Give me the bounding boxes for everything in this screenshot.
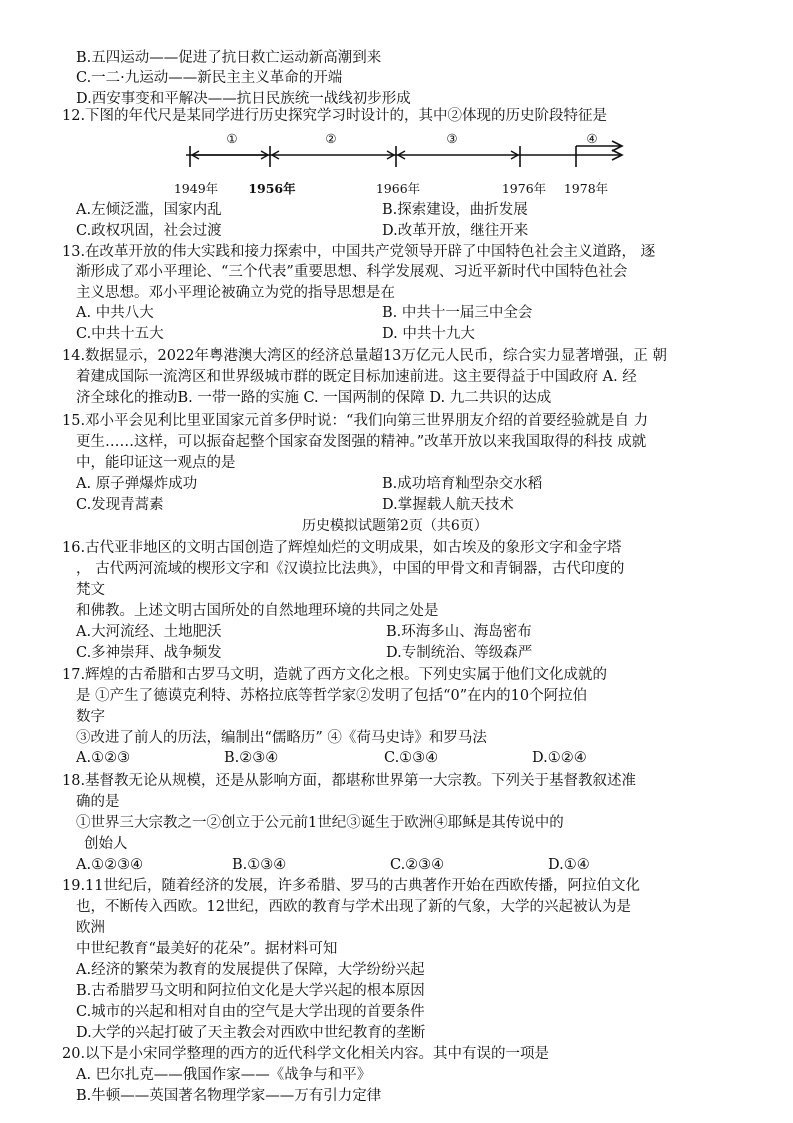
- q13-option-d: D. 中共十九大: [382, 326, 475, 342]
- q15-option-b: B.成功培育籼型杂交水稻: [382, 476, 543, 492]
- q18-line-2: 确的是: [76, 794, 120, 810]
- q12-option-d: D.改革开放，继往开来: [382, 223, 529, 239]
- q16-line-4: 和佛教。上述文明古国所处的自然地理环境的共同之处是: [76, 603, 439, 619]
- q19-line-3: 欧洲: [76, 920, 105, 936]
- q17-option-b: B.②③④: [224, 750, 279, 766]
- q11-option-b: B.五四运动——促进了抗日救亡运动新高潮到来: [76, 50, 382, 66]
- page-footer: 历史模拟试题第2页（共6页）: [302, 518, 488, 534]
- q18-option-d: D.①④: [548, 857, 590, 873]
- q20-option-a: A. 巴尔扎克——俄国作家——《战争与和平》: [76, 1067, 372, 1083]
- q13-line-2: 渐形成了邓小平理论、“三个代表”重要思想、科学发展观、习近平新时代中国特色社会: [76, 264, 628, 280]
- year-label-1976: 1976年: [501, 181, 547, 196]
- q19-option-c: C.城市的兴起和相对自由的空气是大学出现的首要条件: [76, 1004, 425, 1020]
- q17-line-3: 数字: [76, 709, 105, 725]
- q15-line-1: 15.邓小平会见利比里亚国家元首多伊时说：“我们向第三世界朋友介绍的首要经验就是自 力: [62, 413, 649, 429]
- q13-option-c: C.中共十五大: [76, 326, 164, 342]
- q16-option-b: B.环海多山、海岛密布: [386, 624, 532, 640]
- q19-line-4: 中世纪教育“最美好的花朵”。据材料可知: [76, 941, 338, 957]
- q18-option-a: A.①②③④: [76, 857, 144, 873]
- q15-option-c: C.发现青蒿素: [76, 497, 164, 513]
- q17-line-1: 17.辉煌的古希腊和古罗马文明，造就了西方文化之根。下列史实属于他们文化成就的: [62, 667, 608, 683]
- year-label-1978: 1978年: [563, 181, 609, 196]
- q18-line-1: 18.基督教无论从规模，还是从影响方面，都堪称世界第一大宗教。下列关于基督教叙述准: [62, 773, 637, 789]
- q14-line-3: 济全球化的推动B. 一带一路的实施 C. 一国两制的保障 D. 九二共识的达成: [76, 390, 552, 406]
- year-label-1956: 1956年: [248, 181, 296, 196]
- q13-option-b: B. 中共十一届三中全会: [382, 305, 533, 321]
- q12-option-b: B.探索建设，曲折发展: [382, 202, 528, 218]
- q18-option-b: B.①③④: [232, 857, 287, 873]
- q13-line-1: 13.在改革开放的伟大实践和接力探索中，中国共产党领导开辟了中国特色社会主义道路， 逐: [62, 244, 656, 260]
- q12-option-c: C.政权巩固，社会过渡: [76, 223, 222, 239]
- q19-option-a: A.经济的繁荣为教育的发展提供了保障，大学纷纷兴起: [76, 962, 425, 978]
- q15-option-a: A. 原子弹爆炸成功: [76, 476, 198, 492]
- segment-label-2: ②: [325, 131, 337, 146]
- q11-option-d: D.西安事变和平解决——抗日民族统一战线初步形成: [76, 91, 411, 107]
- segment-label-4: ④: [586, 131, 598, 146]
- q14-line-2: 着建成国际一流湾区和世界级城市群的既定目标加速前进。这主要得益于中国政府 A. 经: [76, 369, 637, 385]
- year-label-1966: 1966年: [375, 181, 421, 196]
- q16-line-3: 梵文: [76, 582, 105, 598]
- segment-label-3: ③: [446, 131, 458, 146]
- q19-option-b: B.古希腊罗马文明和阿拉伯文化是大学兴起的根本原因: [76, 983, 425, 999]
- q16-option-d: D.专制统治、等级森严: [386, 645, 533, 661]
- q17-line-4: ③改进了前人的历法，编制出“儒略历” ④《荷马史诗》和罗马法: [76, 730, 487, 746]
- segment-label-1: ①: [226, 131, 238, 146]
- q12-option-a: A.左倾泛滥，国家内乱: [76, 202, 222, 218]
- q16-option-c: C.多神崇拜、战争频发: [76, 645, 222, 661]
- q19-line-1: 19.11世纪后，随着经济的发展，许多希腊、罗马的古典著作开始在西欧传播，阿拉伯文化: [62, 878, 641, 894]
- q15-line-3: 中，能印证这一观点的是: [76, 455, 236, 471]
- q20-option-b: B.牛顿——英国著名物理学家——万有引力定律: [76, 1088, 382, 1104]
- q17-option-c: C.①③④: [384, 750, 439, 766]
- q14-line-1: 14.数据显示，2022年粤港澳大湾区的经济总量超13万亿元人民币，综合实力显著增强，正 朝: [62, 348, 668, 364]
- q11-option-c: C.一二·九运动——新民主主义革命的开端: [76, 70, 343, 86]
- q12-stem: 12.下图的年代尺是某同学进行历史探究学习时设计的，其中②体现的历史阶段特征是: [62, 108, 608, 124]
- q17-option-a: A.①②③: [76, 750, 131, 766]
- year-label-1949: 1949年: [173, 181, 219, 196]
- q13-option-a: A. 中共八大: [76, 305, 154, 321]
- q15-option-d: D.掌握载人航天技术: [382, 497, 514, 513]
- q13-line-3: 主义思想。邓小平理论被确立为党的指导思想是在: [76, 285, 395, 301]
- q17-line-2: 是 ①产生了德谟克利特、苏格拉底等哲学家②发明了包括“0”在内的10个阿拉伯: [76, 688, 588, 704]
- q16-line-1: 16.古代亚非地区的文明古国创造了辉煌灿烂的文明成果，如古埃及的象形文字和金字塔: [62, 540, 622, 556]
- timeline-diagram: [0, 0, 793, 200]
- q17-option-d: D.①②④: [532, 750, 587, 766]
- q16-option-a: A.大河流经、土地肥沃: [76, 624, 222, 640]
- q19-option-d: D.大学的兴起打破了天主教会对西欧中世纪教育的垄断: [76, 1025, 426, 1041]
- q15-line-2: 更生……这样，可以振奋起整个国家奋发图强的精神。”改革开放以来我国取得的科技 成就: [76, 434, 647, 450]
- q19-line-2: 也，不断传入西欧。12世纪，西欧的教育与学术出现了新的气象，大学的兴起被认为是: [76, 899, 631, 915]
- q18-option-c: C.②③④: [390, 857, 445, 873]
- q18-line-3: ①世界三大宗教之一②创立于公元前1世纪③诞生于欧洲④耶稣是其传说中的: [76, 815, 564, 831]
- q18-line-4: 创始人: [84, 836, 128, 852]
- q20-stem: 20.以下是小宋同学整理的西方的近代科学文化相关内容。其中有误的一项是: [62, 1046, 550, 1062]
- q16-line-2: ， 古代两河流域的楔形文字和《汉谟拉比法典》，中国的甲骨文和青铜器，古代印度的: [76, 561, 625, 577]
